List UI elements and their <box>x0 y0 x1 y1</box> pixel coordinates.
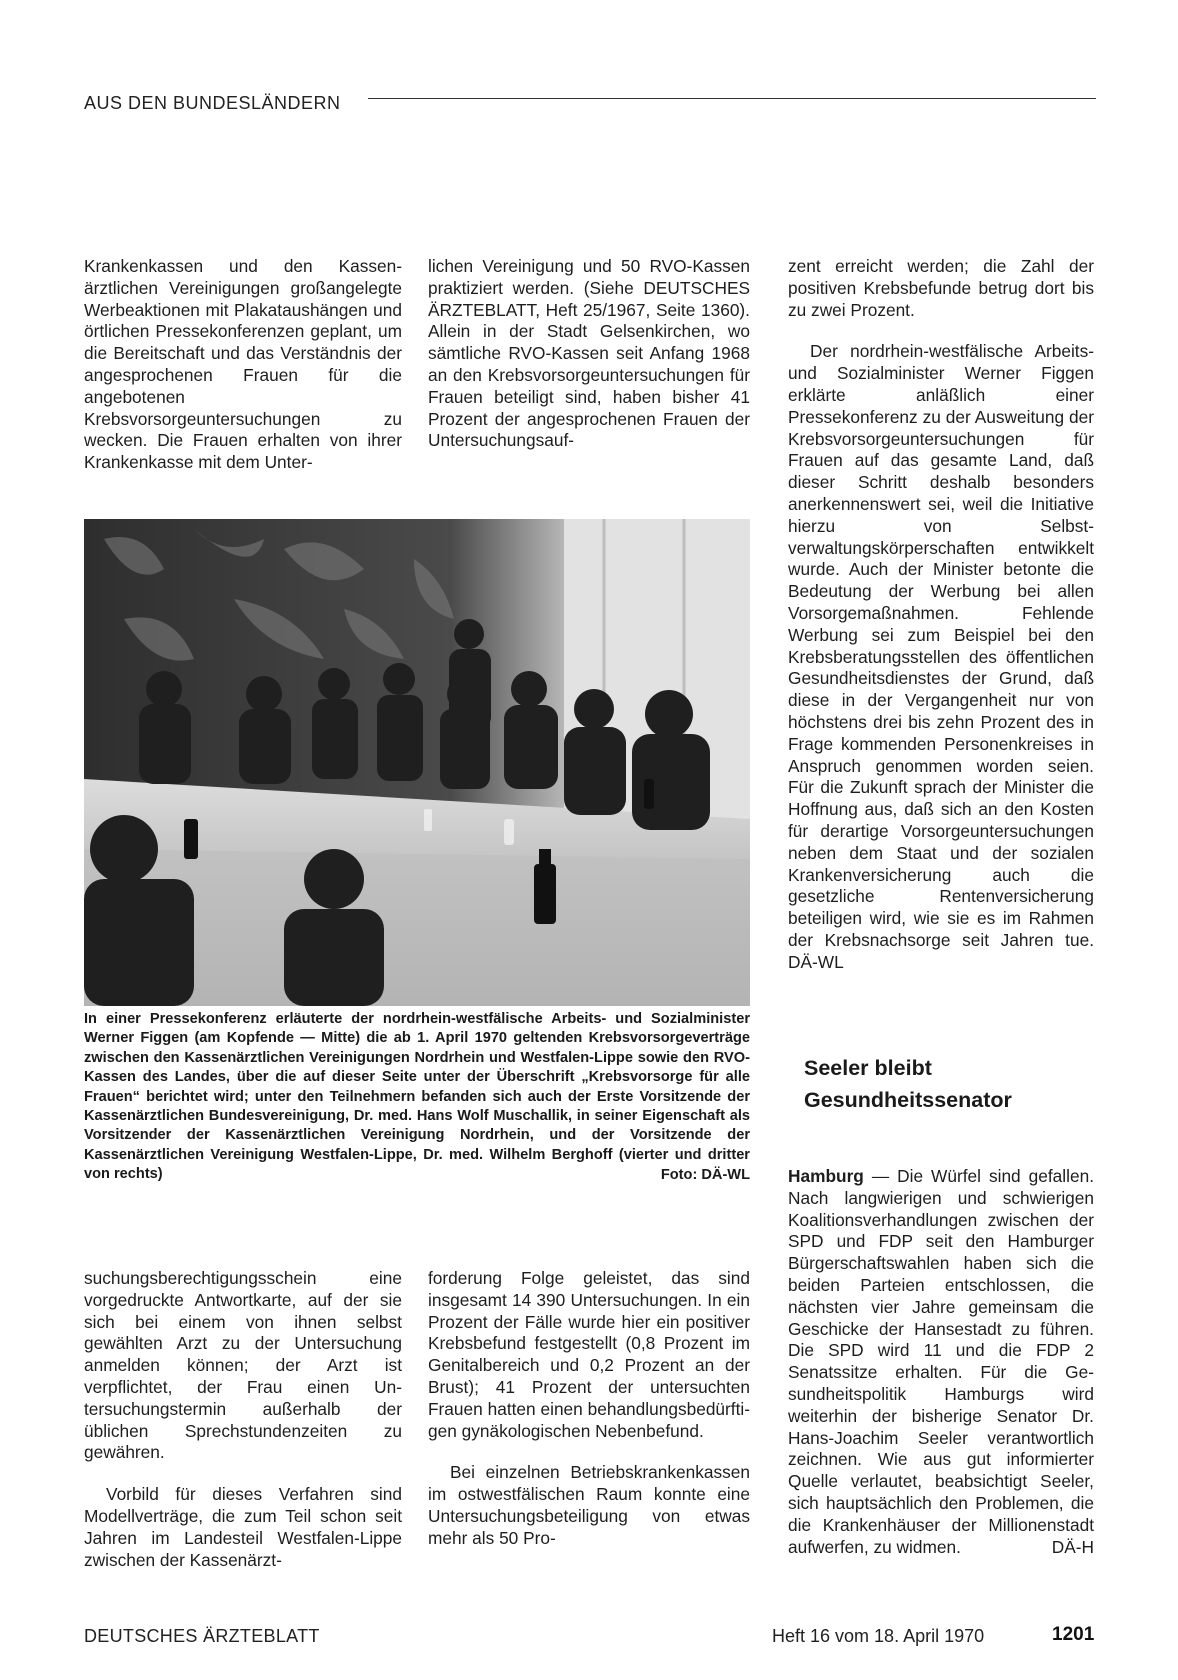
article-paragraph: Krankenkassen und den Kassenärztlichen Vereinigungen großangelegte Werbeaktionen mit Plakataushängen und örtlichen Pressekonferenzen geplant, um die Bereitschaft und das Verständnis der angesprochenen Frauen für die angebotenen Krebsvorsorgeuntersuchungen zu wecken. Die Frauen erhalten von ihrer Krankenkasse mit dem Unter- <box>84 256 402 473</box>
page-number: 1201 <box>1052 1624 1095 1645</box>
article-column-3 <box>788 256 1094 974</box>
article-paragraph: lichen Vereinigung und 50 RVO-Kassen praktiziert werden. (Siehe DEUTSCHES ÄRZTEBLATT, Heft 25/1967, Seite 1360). Allein in der Stadt Gelsenkirchen, wo sämtliche RVO-Kassen seit Anfang 1968 an den Krebsvorsorgeuntersuchungen für Frauen beteiligt sind, haben bisher 41 Prozent der angesprochenen Frauen der Untersuchungsauf- <box>428 256 750 451</box>
footer-issue: Heft 16 vom 18. April 1970 <box>772 1626 985 1646</box>
article-paragraph: zent erreicht werden; die Zahl der positiven Krebsbefunde betrug dort bis zu zwei Prozent. <box>788 256 1094 320</box>
article-paragraph: forderung Folge geleistet, das sind insgesamt 14 390 Untersuchungen. In ein Prozent der Fälle wurde hier ein positiver Krebsbefund festgestellt (0,8 Prozent im Genitalbereich und 0,2 Prozent an der Brust); 41 Prozent der untersuchten Frauen hatten einen behandlungsbedürftigen gynäkologischen Nebenbefund. <box>428 1268 750 1441</box>
article-column-1-bottom <box>84 1268 402 1571</box>
photo-credit: Foto: DÄ-WL <box>660 1166 750 1183</box>
caption-text: In einer Pressekonferenz erläuterte der nordrhein-westfälische Arbeits- und Sozialminister Werner Figgen (am Kopfende — Mitte) die ab 1. April 1970 geltenden Krebsvorsorgeverträge zwischen den Kassenärztlichen Vereinigungen Nordrhein und Westfalen-Lippe sowie den RVO-Kassen des Landes, über die auf dieser Seite unter der Überschrift „Krebsvorsorge für alle Frauen“ berichtet wird; unter den Teilnehmern befanden sich auch der Erste Vorsitzende der Kassenärztlichen Bundesvereinigung, Dr. med. Hans Wolf Muschallik, in seiner Eigenschaft als Vorsitzender der Kassenärztlichen Vereinigung Nordrhein, und der Vorsitzende der Kassenärztlichen Vereinigung Westfalen-Lippe, Dr. med. Wilhelm Berghoff (vierter und dritter von rechts) <box>84 1011 750 1183</box>
dateline-place: Hamburg <box>788 1166 864 1186</box>
header-rule <box>368 98 1096 99</box>
article-column-1-top <box>84 256 402 474</box>
sidebar-body-text: — Die Würfel sind gefallen. Nach langwierigen und schwierigen Koalitionsverhandlungen zwischen der SPD und FDP seit den Hamburger Bürgerschaftswahlen haben sich die beiden Parteien entschlossen, die nächsten vier Jahre gemeinsam die Geschicke der Hansestadt zu führen. Die SPD wird 11 und die FDP 2 Senatssitze erhalten. Für die Gesundheitspolitik Hamburgs wird weiterhin der bisherige Senator Dr. Hans-Joachim Seeler verantwortlich zeichnen. Wie aus gut informierter Quelle verlautet, beabsichtigt Seeler, sich hauptsächlich den Problemen, die die Krankenhäuser der Millionenstadt aufwerfen, zu widmen. <box>788 1166 1094 1557</box>
article-column-2-bottom <box>428 1268 750 1550</box>
article-paragraph: suchungsberechtigungsschein eine vorgedruckte Antwortkarte, auf der sie sich bei einem von ihnen selbst gewählten Arzt zu der Untersuchung anmelden können; der Arzt ist verpflichtet, der Frau einen Untersuchungstermin außerhalb der üblichen Sprechstundenzeiten zu gewähren. <box>84 1268 402 1463</box>
author-signature: DÄ-H <box>1051 1536 1094 1557</box>
footer-journal: DEUTSCHES ÄRZTEBLATT <box>84 1626 320 1646</box>
photo-caption <box>84 1010 750 1185</box>
article-paragraph: Vorbild für dieses Verfahren sind Modellverträge, die zum Teil schon seit Jahren im Landesteil Westfalen-Lippe zwischen der Kassenärzt- <box>84 1484 402 1570</box>
press-conference-photo <box>84 519 750 1006</box>
section-header: AUS DEN BUNDESLÄNDERN <box>84 93 341 113</box>
article-column-2-top <box>428 256 750 452</box>
sidebar-headline: Seeler bleibt Gesundheitssenator <box>804 1056 1012 1112</box>
sidebar-article <box>788 1166 1094 1558</box>
article-paragraph: Bei einzelnen Betriebskrankenkassen im ostwestfälischen Raum konnte eine Untersuchungsbeteiligung von etwas mehr als 50 Pro- <box>428 1462 750 1548</box>
article-paragraph: Der nordrhein-westfälische Arbeits- und Sozialminister Werner Figgen erklärte anläßlich einer Pressekonferenz zu der Ausweitung der Krebsvorsorgeuntersuchungen für Frauen auf das gesamte Land, daß dieser Schritt deshalb besonders anerkennenswert sei, weil die Initiative hierzu von Selbstverwaltungskörperschaften entwikkelt wurde. Auch der Minister betonte die Bedeutung der Werbung bei allen Vorsorgemaßnahmen. Fehlende Werbung sei zum Beispiel bei den Krebsberatungsstellen des öffentlichen Gesundheitsdienstes der Grund, daß diese in der Vergangenheit nur von höchstens drei bis zehn Prozent des in Frage kommenden Personenkreises in Anspruch genommen worden seien. Für die Zukunft sprach der Minister die Hoffnung aus, daß sich an den Kosten für derartige Vorsorgeuntersuchungen neben dem Staat und der sozialen Krankenversicherung auch die gesetzliche Rentenversicherung beteiligen wird, wie sie es im Rahmen der Krebsnachsorge seit Jahren tue. DÄ-WL <box>788 341 1094 972</box>
